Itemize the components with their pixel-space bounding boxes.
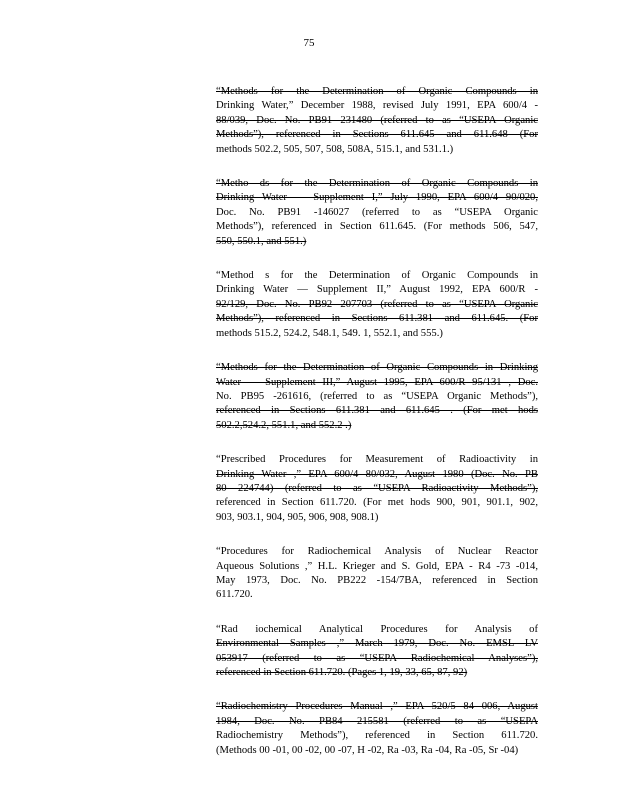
struck-text-line: referenced in Sections 611.381 and 611.645 . (For met hods — [216, 405, 538, 417]
struck-text-line: Drinking Water — Supplement I,” July 1990, EPA 600/4 90/020, — [216, 192, 538, 204]
text-line: “Rad iochemical Analytical Procedures for Analysis of — [216, 623, 538, 635]
text-line: Drinking Water,” December 1988, revised July 1991, EPA 600/4 - — [216, 100, 538, 112]
struck-text-line: “Methods for the Determination of Organic Compounds in Drinking — [216, 362, 538, 374]
reference-list — [216, 85, 538, 778]
text-line: 611.720. — [216, 589, 253, 601]
struck-text-line: 88/039, Doc. No. PB91 231480 (referred to as “USEPA Organic — [216, 114, 538, 126]
struck-text-line: 1984, Doc. No. PB84 215581 (referred to as “USEPA — [216, 715, 538, 727]
struck-text-line: referenced in Section 611.720. (Pages 1, 19, 33, 65, 87, 92) — [216, 667, 468, 678]
text-line: 903, 903.1, 904, 905, 906, 908, 908.1) — [216, 511, 379, 523]
struck-text-line: Environmental Samples ,” March 1979, Doc. No. EMSL LV — [216, 638, 538, 650]
struck-text-line: Methods”), referenced in Sections 611.645 and 611.648 (For — [216, 129, 538, 141]
struck-text-line: 550, 550.1, and 551.) — [216, 235, 307, 247]
reference-entry — [216, 85, 538, 157]
text-line: “Method s for the Determination of Organic Compounds in — [216, 270, 538, 282]
struck-text-line: Water — Supplement III,” August 1995, EPA 600/R 95/131 , Doc. — [216, 376, 538, 388]
text-line: (Methods 00 -01, 00 -02, 00 -07, H -02, Ra -03, Ra -04, Ra -05, Sr -04) — [216, 744, 519, 756]
reference-entry — [216, 361, 538, 433]
text-line: Aqueous Solutions ,” H.L. Krieger and S. Gold, EPA - R4 -73 -014, — [216, 560, 538, 572]
struck-text-line: Methods”), referenced in Sections 611.381 and 611.645. (For — [216, 313, 538, 325]
reference-entry — [216, 623, 538, 681]
reference-entry — [216, 545, 538, 603]
text-line: Doc. No. PB91 -146027 (referred to as “USEPA Organic — [216, 206, 538, 218]
text-line: May 1973, Doc. No. PB222 -154/7BA, referenced in Section — [216, 574, 538, 586]
struck-text-line: “Radiochemistry Procedures Manual ,” EPA 520/5 84 006, August — [216, 701, 538, 713]
text-line: No. PB95 -261616, (referred to as “USEPA Organic Methods”), — [216, 390, 538, 402]
struck-text-line: “Metho ds for the Determination of Organic Compounds in — [216, 178, 538, 190]
text-line: Methods”), referenced in Section 611.645. (For methods 506, 547, — [216, 221, 538, 233]
struck-text-line: 80 224744) (referred to as “USEPA Radioactivity Methods”), — [216, 482, 538, 494]
page-number: 75 — [303, 37, 315, 49]
text-line: Radiochemistry Methods”), referenced in Section 611.720. — [216, 730, 538, 742]
struck-text-line: 502.2,524.2, 551.1, and 552.2 .) — [216, 419, 352, 431]
reference-entry — [216, 700, 538, 758]
text-line: methods 502.2, 505, 507, 508, 508A, 515.1, and 531.1.) — [216, 143, 454, 155]
struck-text-line: 053917 (referred to as “USEPA Radiochemical Analyses”), — [216, 652, 538, 664]
struck-text-line: Drinking Water ,” EPA 600/4 80/032, August 1980 (Doc. No. PB — [216, 468, 538, 480]
text-line: “Prescribed Procedures for Measurement of Radioactivity in — [216, 454, 538, 466]
reference-entry — [216, 177, 538, 249]
text-line: “Procedures for Radiochemical Analysis of Nuclear Reactor — [216, 546, 538, 558]
reference-entry — [216, 453, 538, 525]
text-line: methods 515.2, 524.2, 548.1, 549. 1, 552.1, and 555.) — [216, 327, 443, 339]
struck-text-line: “Methods for the Determination of Organic Compounds in — [216, 86, 538, 97]
text-line: referenced in Section 611.720. (For met hods 900, 901, 901.1, 902, — [216, 497, 538, 509]
reference-entry — [216, 269, 538, 341]
struck-text-line: 92/129, Doc. No. PB92 207703 (referred to as “USEPA Organic — [216, 298, 538, 310]
text-line: Drinking Water — Supplement II,” August 1992, EPA 600/R - — [216, 284, 538, 296]
